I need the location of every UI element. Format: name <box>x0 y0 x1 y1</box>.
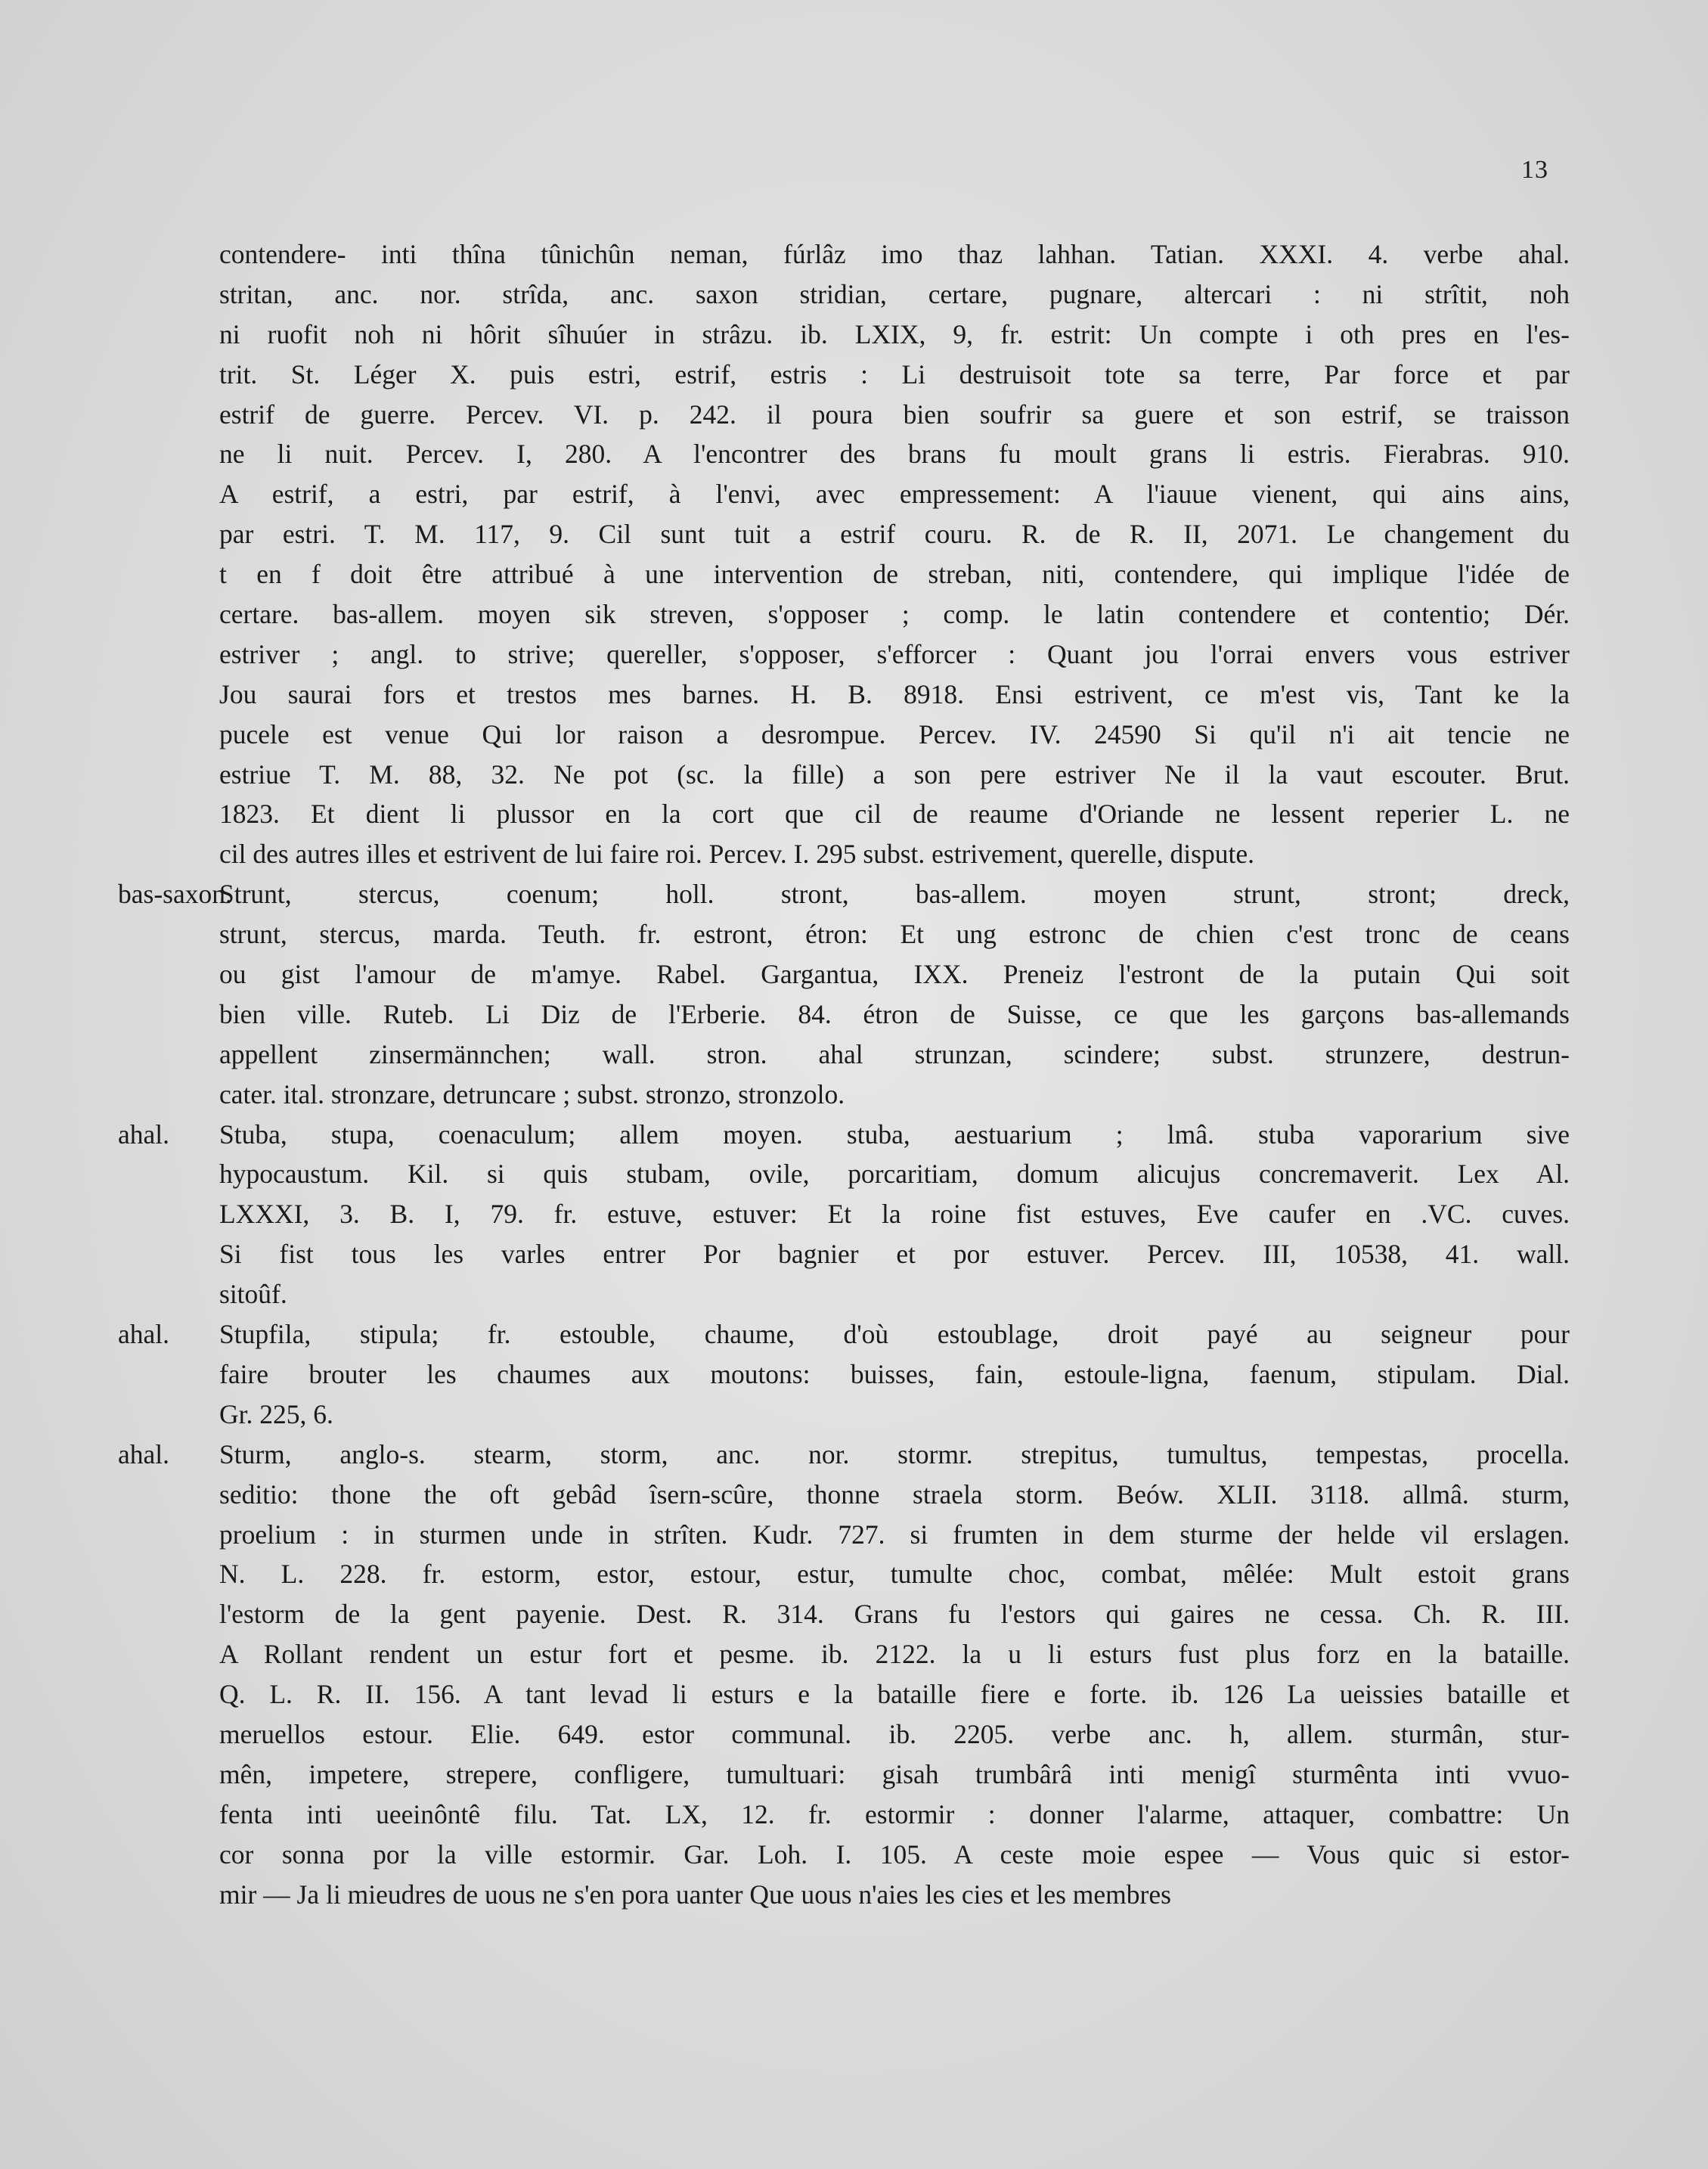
text-line: meruellos estour. Elie. 649. estor communal. ib. 2205. verbe anc. h, allem. sturmân, stur- <box>219 1718 1570 1749</box>
text-line: bien ville. Ruteb. Li Diz de l'Erberie. 84. étron de Suisse, ce que les garçons bas-allemands <box>219 998 1570 1029</box>
entry <box>118 1314 1570 1435</box>
text-line: t en f doit être attribué à une intervention de streban, niti, contendere, qui implique l'idée de <box>219 559 1570 590</box>
entry-label: ahal. <box>118 1438 170 1469</box>
entry-body <box>219 1314 1570 1435</box>
text-line: fenta inti ueeinôntê filu. Tat. LX, 12. fr. estormir : donner l'alarme, attaquer, combattre: Un <box>219 1798 1570 1829</box>
page-number: 13 <box>1521 156 1548 184</box>
text-line: mên, impetere, strepere, confligere, tumultuari: gisah trumbârâ inti menigî sturmênta inti vvuo- <box>219 1758 1570 1789</box>
text-line: cater. ital. stronzare, detruncare ; subst. stronzo, stronzolo. <box>219 1078 845 1109</box>
text-line: estriue T. M. 88, 32. Ne pot (sc. la fille) a son pere estriver Ne il la vaut escouter. Brut. <box>219 759 1570 790</box>
entry-label: ahal. <box>118 1119 170 1150</box>
text-line: Stupfila, stipula; fr. estouble, chaume, d'où estoublage, droit payé au seigneur pour <box>219 1319 1570 1350</box>
text-line: Strunt, stercus, coenum; holl. stront, bas-allem. moyen strunt, stront; dreck, <box>219 879 1570 910</box>
entry-body <box>219 234 1570 874</box>
text-line: pucele est venue Qui lor raison a desrompue. Percev. IV. 24590 Si qu'il n'i ait tencie ne <box>219 718 1570 749</box>
text-line: sitoûf. <box>219 1279 287 1310</box>
text-line: Sturm, anglo-s. stearm, storm, anc. nor. stormr. strepitus, tumultus, tempestas, procella. <box>219 1438 1570 1469</box>
entry-body <box>219 1435 1570 1915</box>
text-line: certare. bas-allem. moyen sik streven, s'opposer ; comp. le latin contendere et contentio; Dér. <box>219 599 1570 630</box>
text-line: Jou saurai fors et trestos mes barnes. H. B. 8918. Ensi estrivent, ce m'est vis, Tant ke la <box>219 678 1570 709</box>
entry <box>219 234 1570 874</box>
text-line: strunt, stercus, marda. Teuth. fr. estront, étron: Et ung estronc de chien c'est tronc de ceans <box>219 919 1570 950</box>
text-line: proelium : in sturmen unde in strîten. Kudr. 727. si frumten in dem sturme der helde vil erslagen. <box>219 1519 1570 1550</box>
text-line: estriver ; angl. to strive; quereller, s'opposer, s'efforcer : Quant jou l'orrai envers vous estriver <box>219 638 1570 669</box>
entry-body <box>219 874 1570 1114</box>
text-line: faire brouter les chaumes aux moutons: buisses, fain, estoule-ligna, faenum, stipulam. Dial. <box>219 1358 1570 1389</box>
text-line: hypocaustum. Kil. si quis stubam, ovile, porcaritiam, domum alicujus concremaverit. Lex Al. <box>219 1159 1570 1190</box>
text-line: appellent zinsermännchen; wall. stron. ahal strunzan, scindere; subst. strunzere, destrun- <box>219 1038 1570 1069</box>
text-line: trit. St. Léger X. puis estri, estrif, estris : Li destruisoit tote sa terre, Par force et par <box>219 358 1570 389</box>
text-line: cil des autres illes et estrivent de lui faire roi. Percev. I. 295 subst. estrivement, querelle, dispute. <box>219 839 1254 870</box>
entry <box>118 1435 1570 1915</box>
text-line: l'estorm de la gent payenie. Dest. R. 314. Grans fu l'estors qui gaires ne cessa. Ch. R. III. <box>219 1599 1570 1630</box>
text-line: ni ruofit noh ni hôrit sîhuúer in strâzu. ib. LXIX, 9, fr. estrit: Un compte i oth pres en l'es- <box>219 318 1570 349</box>
entry <box>118 874 1570 1114</box>
text-line: LXXXI, 3. B. I, 79. fr. estuve, estuver: Et la roine fist estuves, Eve caufer en .VC. cuves. <box>219 1199 1570 1230</box>
text-line: Q. L. R. II. 156. A tant levad li esturs e la bataille fiere e forte. ib. 126 La ueissies bataille et <box>219 1679 1570 1710</box>
entry <box>118 1115 1570 1314</box>
text-line: estrif de guerre. Percev. VI. p. 242. il poura bien soufrir sa guere et son estrif, se traisson <box>219 399 1570 430</box>
text-block <box>118 234 1570 1914</box>
text-line: Stuba, stupa, coenaculum; allem moyen. stuba, aestuarium ; lmâ. stuba vaporarium sive <box>219 1119 1570 1150</box>
text-line: Gr. 225, 6. <box>219 1398 333 1429</box>
entry-label: bas-saxon. <box>118 879 232 910</box>
text-line: par estri. T. M. 117, 9. Cil sunt tuit a estrif couru. R. de R. II, 2071. Le changement du <box>219 519 1570 550</box>
text-line: Si fist tous les varles entrer Por bagnier et por estuver. Percev. III, 10538, 41. wall. <box>219 1239 1570 1270</box>
text-line: seditio: thone the oft gebâd îsern-scûre, thonne straela storm. Beów. XLII. 3118. allmâ. sturm, <box>219 1479 1570 1510</box>
text-line: A Rollant rendent un estur fort et pesme. ib. 2122. la u li esturs fust plus forz en la bataille. <box>219 1639 1570 1670</box>
entry-label: ahal. <box>118 1319 170 1350</box>
text-line: mir — Ja li mieudres de uous ne s'en pora uanter Que uous n'aies les cies et les membres <box>219 1879 1171 1910</box>
text-line: contendere- inti thîna tûnichûn neman, fúrlâz imo thaz lahhan. Tatian. XXXI. 4. verbe ahal. <box>219 239 1570 269</box>
text-line: ne li nuit. Percev. I, 280. A l'encontrer des brans fu moult grans li estris. Fierabras. 910. <box>219 439 1570 470</box>
text-line: ou gist l'amour de m'amye. Rabel. Gargantua, IXX. Preneiz l'estront de la putain Qui soit <box>219 959 1570 990</box>
entry-body <box>219 1115 1570 1314</box>
text-line: N. L. 228. fr. estorm, estor, estour, estur, tumulte choc, combat, mêlée: Mult estoit grans <box>219 1559 1570 1590</box>
text-line: A estrif, a estri, par estrif, à l'envi, avec empressement: A l'iauue vienent, qui ains ains, <box>219 479 1570 510</box>
text-line: stritan, anc. nor. strîda, anc. saxon stridian, certare, pugnare, altercari : ni strîtit, noh <box>219 278 1570 309</box>
text-line: cor sonna por la ville estormir. Gar. Loh. I. 105. A ceste moie espee — Vous quic si estor- <box>219 1839 1570 1870</box>
text-line: 1823. Et dient li plussor en la cort que cil de reaume d'Oriande ne lessent reperier L. ne <box>219 799 1570 830</box>
